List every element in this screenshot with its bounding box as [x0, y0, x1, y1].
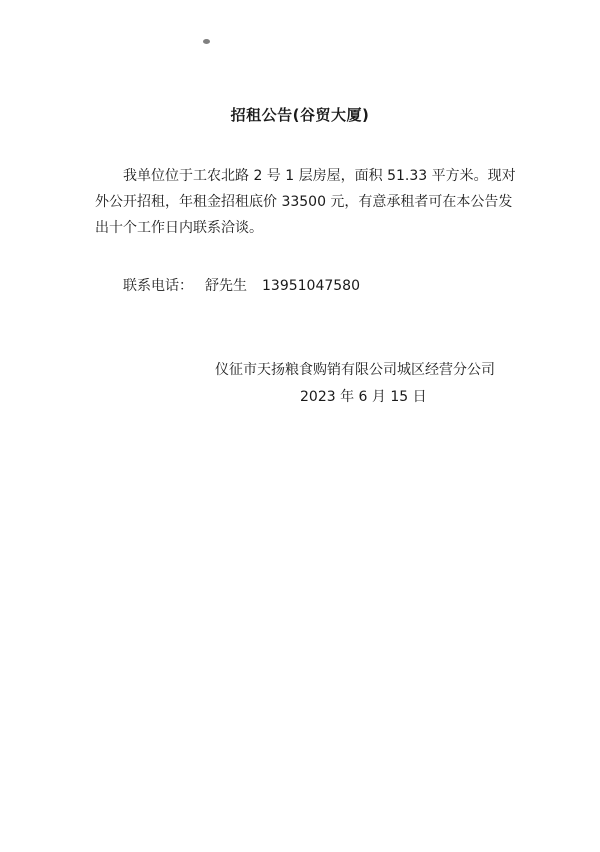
scan-mark — [203, 39, 210, 44]
contact-label: 联系电话： — [123, 278, 193, 294]
notice-title: 招租公告(谷贸大厦) — [230, 106, 370, 124]
notice-body: 我单位位于工农北路 2 号 1 层房屋，面积 51.33 平方米。现对外公开招租，年租金招租底价 33500 元，有意承租者可在本公告发出十个工作日内联系洽谈。 — [95, 168, 516, 236]
issuing-organization: 仪征市天扬粮食购销有限公司城区经营分公司 — [215, 362, 495, 378]
issue-date: 2023 年 6 月 15 日 — [300, 389, 427, 405]
contact-line — [123, 276, 360, 296]
contact-phone: 13951047580 — [262, 278, 360, 294]
contact-name: 舒先生 — [205, 278, 247, 294]
